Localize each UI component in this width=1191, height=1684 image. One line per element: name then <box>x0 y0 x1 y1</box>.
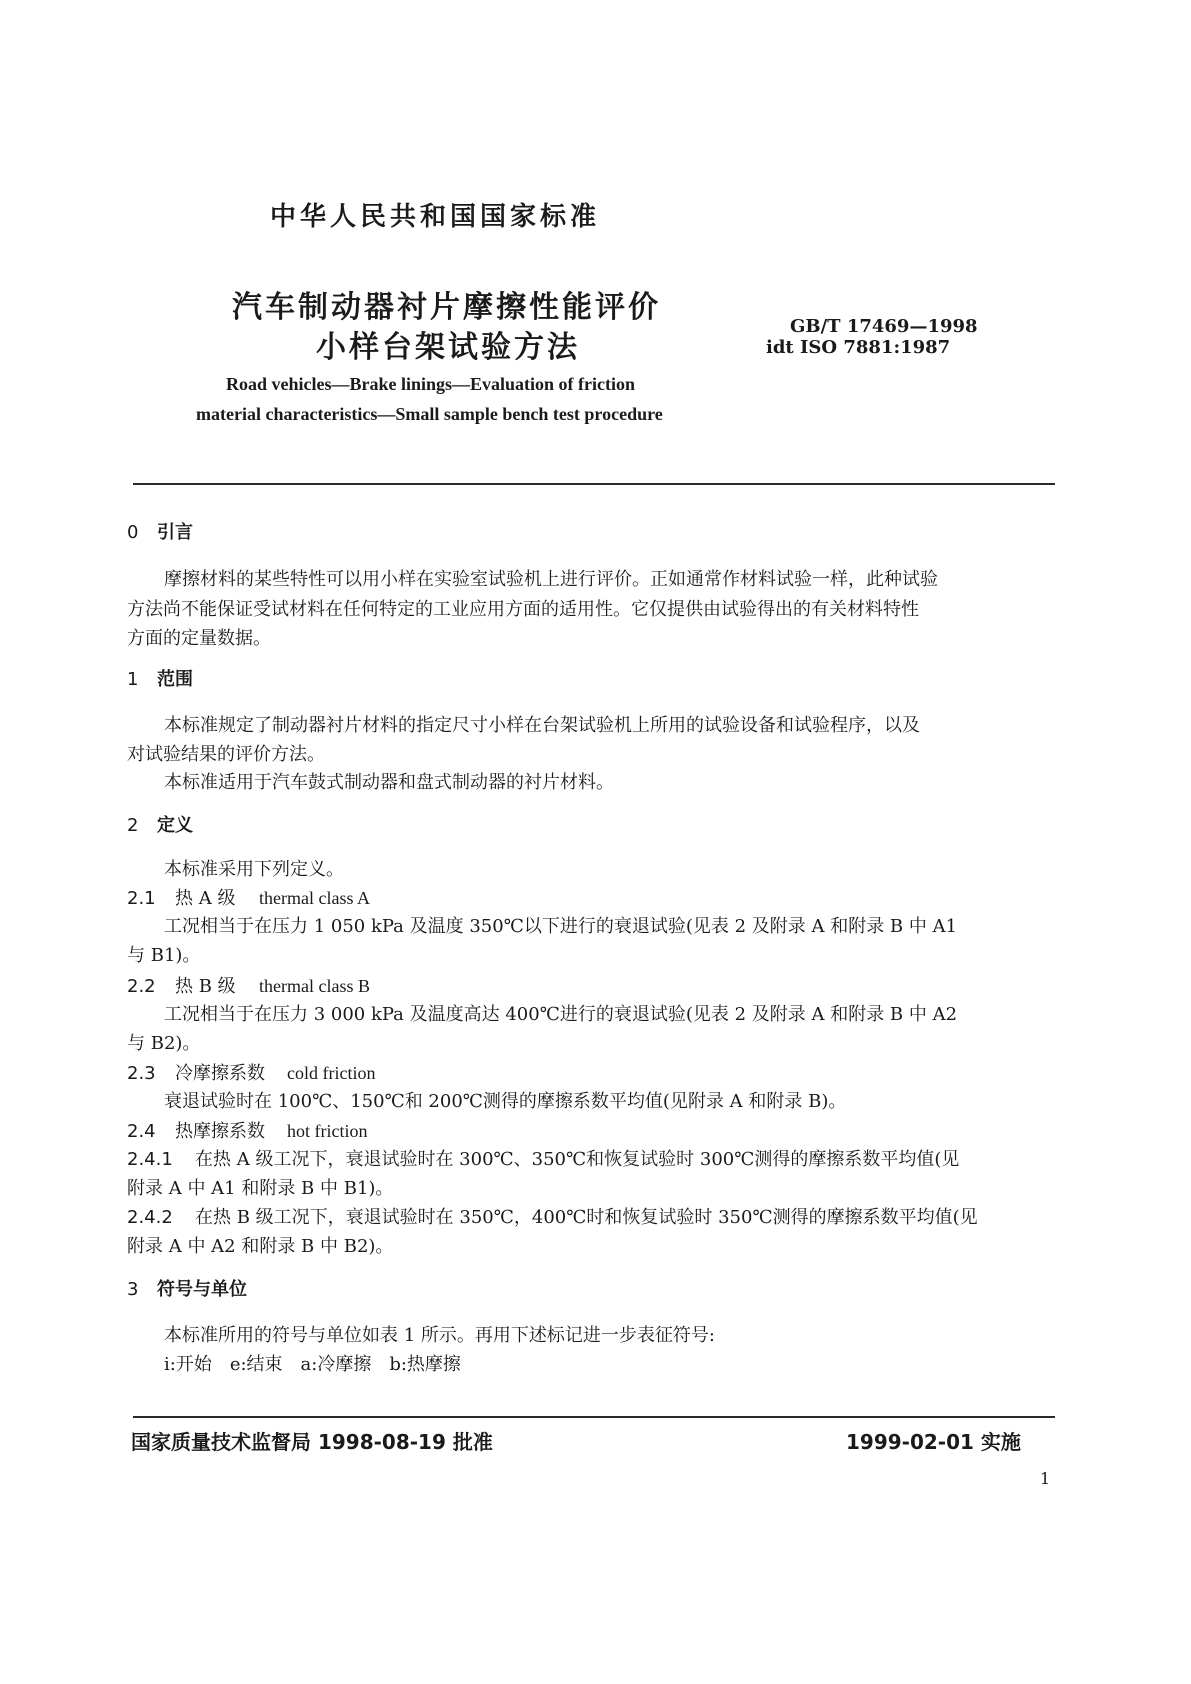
section-3-heading <box>127 1280 247 1300</box>
paragraph-line: i:开始 e:结束 a:冷摩擦 b:热摩擦 <box>164 1354 461 1375</box>
definition-number: 2.3 <box>127 1063 156 1084</box>
definition-term: 冷摩擦系数 <box>175 1063 265 1084</box>
paragraph-line: 工况相当于在压力 1 050 kPa 及温度 350℃以下进行的衰退试验(见表 2 及附录 A 和附录 B 中 A1 <box>164 916 958 937</box>
definition-number: 2.4.1 <box>127 1149 173 1170</box>
paragraph-line: 本标准所用的符号与单位如表 1 所示。再用下述标记进一步表征符号: <box>164 1325 715 1346</box>
definition-2-2 <box>127 976 370 997</box>
paragraph-line: 本标准适用于汽车鼓式制动器和盘式制动器的衬片材料。 <box>164 772 614 793</box>
definition-2-3 <box>127 1063 375 1084</box>
paragraph-line: 本标准规定了制动器衬片材料的指定尺寸小样在台架试验机上所用的试验设备和试验程序，以及 <box>164 715 920 736</box>
paragraph-line: 对试验结果的评价方法。 <box>127 744 325 765</box>
english-title-line1: Road vehicles—Brake linings—Evaluation of friction <box>226 374 636 394</box>
paragraph-line: 附录 A 中 A2 和附录 B 中 B2)。 <box>127 1236 394 1257</box>
definition-number: 2.4.2 <box>127 1207 173 1228</box>
idt-reference: idt ISO 7881:1987 <box>766 337 951 358</box>
section-number: 2 <box>127 815 139 836</box>
section-number: 3 <box>127 1279 139 1300</box>
paragraph-line: 本标准采用下列定义。 <box>164 859 344 880</box>
standard-number: GB/T 17469—1998 <box>790 316 978 337</box>
definition-number: 2.4 <box>127 1121 156 1142</box>
definition-2-1 <box>127 888 370 909</box>
issuer-heading: 中华人民共和国国家标准 <box>270 202 601 232</box>
section-1-heading <box>127 670 193 690</box>
section-2-heading <box>127 816 193 836</box>
definition-2-4-2 <box>127 1208 978 1228</box>
definition-term: 热 B 级 <box>175 976 236 997</box>
document-title-line2: 小样台架试验方法 <box>316 330 580 365</box>
definition-term: 热摩擦系数 <box>175 1121 265 1142</box>
section-title: 符号与单位 <box>157 1279 247 1300</box>
paragraph-line: 工况相当于在压力 3 000 kPa 及温度高达 400℃进行的衰退试验(见表 2 及附录 A 和附录 B 中 A2 <box>164 1004 958 1025</box>
definition-english-term: cold friction <box>287 1063 376 1083</box>
section-title: 引言 <box>157 522 193 543</box>
paragraph-line: 与 B1)。 <box>127 945 201 966</box>
english-title-line2: material characteristics—Small sample bench test procedure <box>196 404 663 424</box>
definition-2-4 <box>127 1121 367 1142</box>
footer-divider <box>133 1416 1055 1418</box>
section-title: 定义 <box>157 815 193 836</box>
definition-english-term: thermal class B <box>259 976 370 996</box>
section-number: 1 <box>127 669 139 690</box>
definition-english-term: thermal class A <box>259 888 370 908</box>
paragraph-line: 衰退试验时在 100℃、150℃和 200℃测得的摩擦系数平均值(见附录 A 和附录 B)。 <box>164 1091 847 1112</box>
effective-date: 1999-02-01 实施 <box>846 1430 1021 1454</box>
paragraph-line: 在热 A 级工况下，衰退试验时在 300℃、350℃和恢复试验时 300℃测得的摩擦系数平均值(见 <box>195 1149 960 1170</box>
paragraph-line: 与 B2)。 <box>127 1033 201 1054</box>
document-title-line1: 汽车制动器衬片摩擦性能评价 <box>232 290 661 325</box>
definition-2-4-1 <box>127 1150 959 1170</box>
section-title: 范围 <box>157 669 193 690</box>
paragraph-line: 附录 A 中 A1 和附录 B 中 B1)。 <box>127 1178 394 1199</box>
paragraph-line: 在热 B 级工况下，衰退试验时在 350℃，400℃时和恢复试验时 350℃测得的摩擦系数平均值(见 <box>195 1207 978 1228</box>
definition-english-term: hot friction <box>287 1121 368 1141</box>
approval-note: 国家质量技术监督局 1998-08-19 批准 <box>131 1430 493 1454</box>
definition-number: 2.1 <box>127 888 156 909</box>
paragraph-line: 摩擦材料的某些特性可以用小样在实验室试验机上进行评价。正如通常作材料试验一样，此种试验 <box>164 569 938 590</box>
definition-number: 2.2 <box>127 976 156 997</box>
section-number: 0 <box>127 522 139 543</box>
paragraph-line: 方法尚不能保证受试材料在任何特定的工业应用方面的适用性。它仅提供由试验得出的有关材料特性 <box>127 599 919 620</box>
paragraph-line: 方面的定量数据。 <box>127 628 271 649</box>
page-number: 1 <box>1040 1469 1051 1488</box>
header-divider <box>133 483 1055 485</box>
definition-term: 热 A 级 <box>175 888 236 909</box>
section-0-heading <box>127 523 193 543</box>
